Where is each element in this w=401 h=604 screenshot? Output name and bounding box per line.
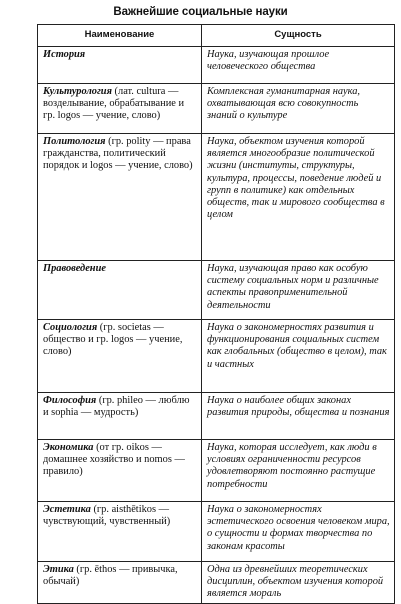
science-term: История — [43, 49, 86, 60]
table-row — [38, 320, 395, 393]
science-etymology: (гр. ēthos — привычка, обычай) — [43, 564, 178, 588]
science-term: Правоведение — [43, 263, 106, 274]
table-row — [38, 84, 395, 134]
name-cell — [38, 393, 202, 440]
science-term: Этика — [43, 564, 74, 575]
science-term: Экономика — [43, 442, 94, 453]
table-row — [38, 393, 395, 440]
table-row — [38, 47, 395, 84]
science-term: Политология — [43, 136, 106, 147]
science-term: Философия — [43, 395, 97, 406]
essence-cell: Наука о закономерностях развития и функционирования социальных систем как глобальных (общество в целом), так и частных — [202, 320, 395, 393]
header-name: Наименование — [38, 25, 202, 47]
essence-cell: Наука о наиболее общих законах развития природы, общества и познания — [202, 393, 395, 440]
name-cell — [38, 440, 202, 502]
science-term: Социология — [43, 322, 98, 333]
science-etymology: (от гр. oikos — домашнее хозяйство и nomos — правило) — [43, 442, 185, 478]
name-cell — [38, 320, 202, 393]
table-row — [38, 562, 395, 604]
essence-cell: Наука о закономерностях эстетического освоения человеком мира, о сущности и формах творчества по законам красоты — [202, 502, 395, 562]
science-etymology: (гр. polity — права гражданства, политический порядок и logos — учение, слово) — [43, 136, 193, 172]
essence-cell: Комплексная гуманитарная наука, охватывающая всю совокупность знаний о культуре — [202, 84, 395, 134]
name-cell — [38, 562, 202, 604]
essence-cell: Наука, изучающая прошлое человеческого общества — [202, 47, 395, 84]
name-cell — [38, 47, 202, 84]
header-essence: Сущность — [202, 25, 395, 47]
table-title: Важнейшие социальные науки — [113, 6, 288, 18]
name-cell — [38, 502, 202, 562]
name-cell — [38, 84, 202, 134]
science-term: Эстетика — [43, 504, 91, 515]
table-header-row — [38, 25, 395, 47]
social-sciences-table — [37, 24, 395, 604]
table-row — [38, 440, 395, 502]
science-etymology: (лат. cultura — возделывание, обрабатывание и гр. logos — учение, слово) — [43, 86, 185, 122]
essence-cell: Одна из древнейших теоретических дисциплин, объектом изучения которой является мораль — [202, 562, 395, 604]
name-cell — [38, 134, 202, 261]
table-row — [38, 502, 395, 562]
table-row — [38, 261, 395, 320]
name-cell — [38, 261, 202, 320]
science-etymology: (гр. aisthētikos — чувствующий, чувственный) — [43, 504, 171, 528]
essence-cell: Наука, объектом изучения которой является многообразие политической жизни (институты, структуры, культура, процессы, поведение людей и групп в политике) как отдельных обществ, так и мирового сообщества в целом — [202, 134, 395, 261]
science-etymology: (гр. phileo — люблю и sophia — мудрость) — [43, 395, 190, 419]
essence-cell: Наука, изучающая право как особую систему социальных норм и различные аспекты правоприменительной деятельности — [202, 261, 395, 320]
science-term: Культурология — [43, 86, 112, 97]
table-row — [38, 134, 395, 261]
science-etymology: (гр. societas — общество и гр. logos — учение, слово) — [43, 322, 183, 358]
essence-cell: Наука, которая исследует, как люди в условиях ограниченности ресурсов удовлетворяют постоянно растущие потребности — [202, 440, 395, 502]
